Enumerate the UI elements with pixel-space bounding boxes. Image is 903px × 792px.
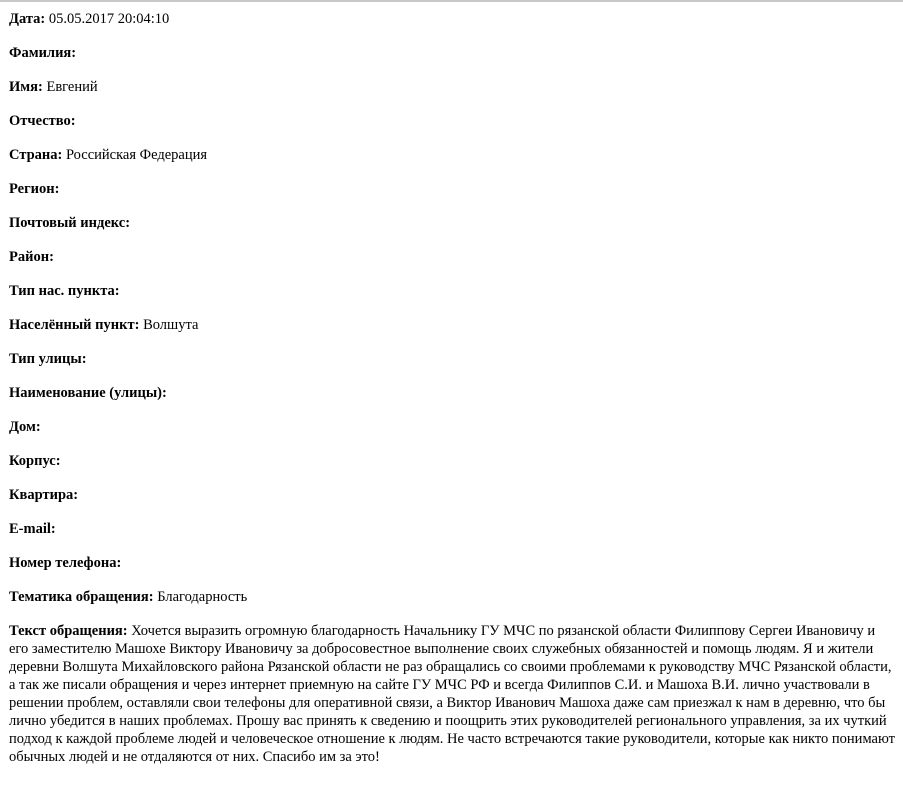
field-building bbox=[9, 452, 895, 470]
field-label: Дом: bbox=[9, 419, 41, 435]
message-label: Текст обращения: bbox=[9, 623, 128, 639]
field-postal-code bbox=[9, 214, 895, 232]
field-phone bbox=[9, 554, 895, 572]
field-label: Тип улицы: bbox=[9, 351, 87, 367]
field-value: Волшута bbox=[143, 317, 199, 333]
field-label: Отчество: bbox=[9, 113, 76, 129]
field-topic bbox=[9, 588, 895, 606]
message-text: Хочется выразить огромную благодарность Начальнику ГУ МЧС по рязанской области Филиппову Сергеи Ивановичу и его заместителю Машохе Виктору Ивановичу за добросовестное выполнение своих служебных обязанностей и помощь людям. Я и жители деревни Волшута Михайловского района Рязанской области не раз обращались со своими проблемами к руководству МЧС Рязанской области, а так же писали обращения и через интернет приемную на сайте ГУ МЧС РФ и всегда Филиппов С.И. и Машоха В.И. лично участвовали в решении проблем, оставляли свои телефоны для оперативной связи, а Виктор Иванович Машоха даже сам приезжал к нам в деревню, что бы лично убедится в наших проблемах. Прошу вас принять к сведению и поощрить этих руководителей регионального управления, за их чуткий подход к каждой проблеме людей и человеческое отношение к людям. Не часто встречаются такие руководители, которые как никто понимают обычных людей и не отдаляются от них. Спасибо им за это! bbox=[9, 623, 895, 765]
field-value: Евгений bbox=[46, 79, 98, 95]
field-region bbox=[9, 180, 895, 198]
field-street-type bbox=[9, 350, 895, 368]
field-label: Корпус: bbox=[9, 453, 61, 469]
field-value: 05.05.2017 20:04:10 bbox=[48, 11, 170, 27]
field-email bbox=[9, 520, 895, 538]
field-label: Регион: bbox=[9, 181, 60, 197]
field-value: Российская Федерация bbox=[65, 147, 208, 163]
field-settlement-type bbox=[9, 282, 895, 300]
field-label: E-mail: bbox=[9, 521, 56, 537]
field-label: Страна: bbox=[9, 147, 63, 163]
field-patronymic bbox=[9, 112, 895, 130]
field-label: Тип нас. пункта: bbox=[9, 283, 120, 299]
field-message bbox=[9, 622, 895, 766]
field-first-name bbox=[9, 78, 895, 96]
field-label: Населённый пункт: bbox=[9, 317, 140, 333]
field-street-name bbox=[9, 384, 895, 402]
field-label: Квартира: bbox=[9, 487, 79, 503]
field-surname bbox=[9, 44, 895, 62]
field-label: Тематика обращения: bbox=[9, 589, 154, 605]
field-date bbox=[9, 10, 895, 28]
appeal-record bbox=[9, 10, 895, 766]
field-label: Имя: bbox=[9, 79, 43, 95]
field-label: Почтовый индекс: bbox=[9, 215, 131, 231]
field-country bbox=[9, 146, 895, 164]
top-divider bbox=[0, 0, 903, 2]
field-label: Номер телефона: bbox=[9, 555, 122, 571]
field-label: Наименование (улицы): bbox=[9, 385, 167, 401]
field-district bbox=[9, 248, 895, 266]
field-apartment bbox=[9, 486, 895, 504]
field-value: Благодарность bbox=[157, 589, 248, 605]
field-label: Район: bbox=[9, 249, 54, 265]
field-settlement bbox=[9, 316, 895, 334]
field-label: Фамилия: bbox=[9, 45, 77, 61]
field-house bbox=[9, 418, 895, 436]
field-label: Дата: bbox=[9, 11, 46, 27]
